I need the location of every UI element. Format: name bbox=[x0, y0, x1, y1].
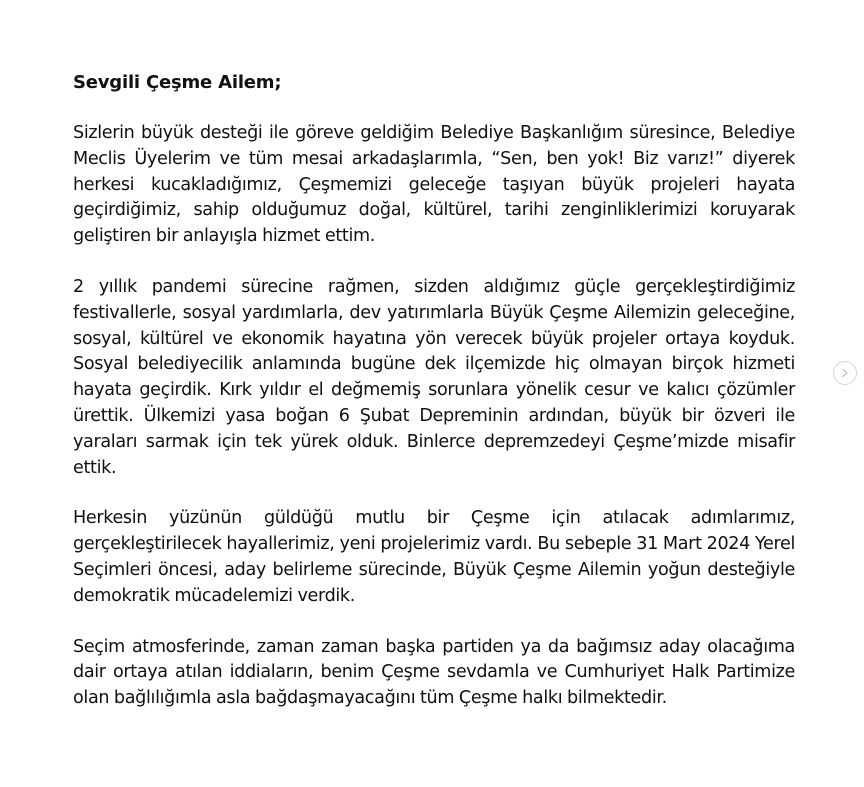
letter-paragraph-3: Herkesin yüzünün güldüğü mutlu bir Çeşme için atılacak adımlarımız, gerçekleştirilecek hayallerimiz, yeni projelerimiz vardı. Bu sebeple 31 Mart 2024 Yerel Seçimleri öncesi, aday belirleme sürecinde, Büyük Çeşme Ailemin yoğun desteğiyle demokratik mücadelemizi verdik. bbox=[73, 508, 795, 606]
letter-paragraph-4: Seçim atmosferinde, zaman zaman başka partiden ya da bağımsız aday olacağıma dair ortaya atılan iddiaların, benim Çeşme sevdamla ve Cumhuriyet Halk Partimize olan bağlılığımla asla bağdaşmayacağını tüm Çeşme halkı bilmektedir. bbox=[73, 636, 795, 709]
chevron-right-icon bbox=[840, 368, 850, 378]
letter-body bbox=[73, 70, 795, 737]
letter-paragraph-1: Sizlerin büyük desteği ile göreve geldiğim Belediye Başkanlığım süresince, Belediye Meclis Üyelerim ve tüm mesai arkadaşlarımla, “Sen, ben yok! Biz varız!” diyerek herkesi kucakladığımız, Çeşmemizi geleceğe taşıyan büyük projeleri hayata geçirdiğimiz, sahip olduğumuz doğal, kültürel, tarihi zenginliklerimizi koruyarak geliştiren bir anlayışla hizmet ettim. bbox=[73, 123, 795, 247]
next-slide-button[interactable] bbox=[833, 361, 857, 385]
letter-greeting: Sevgili Çeşme Ailem; bbox=[73, 72, 282, 93]
letter-paragraph-2: 2 yıllık pandemi sürecine rağmen, sizden aldığımız güçle gerçekleştirdiğimiz festivallerle, sosyal yardımlarla, dev yatırımlarla Büyük Çeşme Ailemizin geleceğine, sosyal, kültürel ve ekonomik hayatına yön verecek büyük projeler ortaya koyduk. Sosyal belediyecilik anlamında bugüne dek ilçemizde hiç olmayan birçok hizmeti hayata geçirdik. Kırk yıldır el değmemiş sorunlara yönelik cesur ve kalıcı çözümler ürettik. Ülkemizi yasa boğan 6 Şubat Depreminin ardından, büyük bir özveri ile yaraları sarmak için tek yürek olduk. Binlerce depremzedeyi Çeşme’mizde misafir ettik. bbox=[73, 276, 795, 478]
